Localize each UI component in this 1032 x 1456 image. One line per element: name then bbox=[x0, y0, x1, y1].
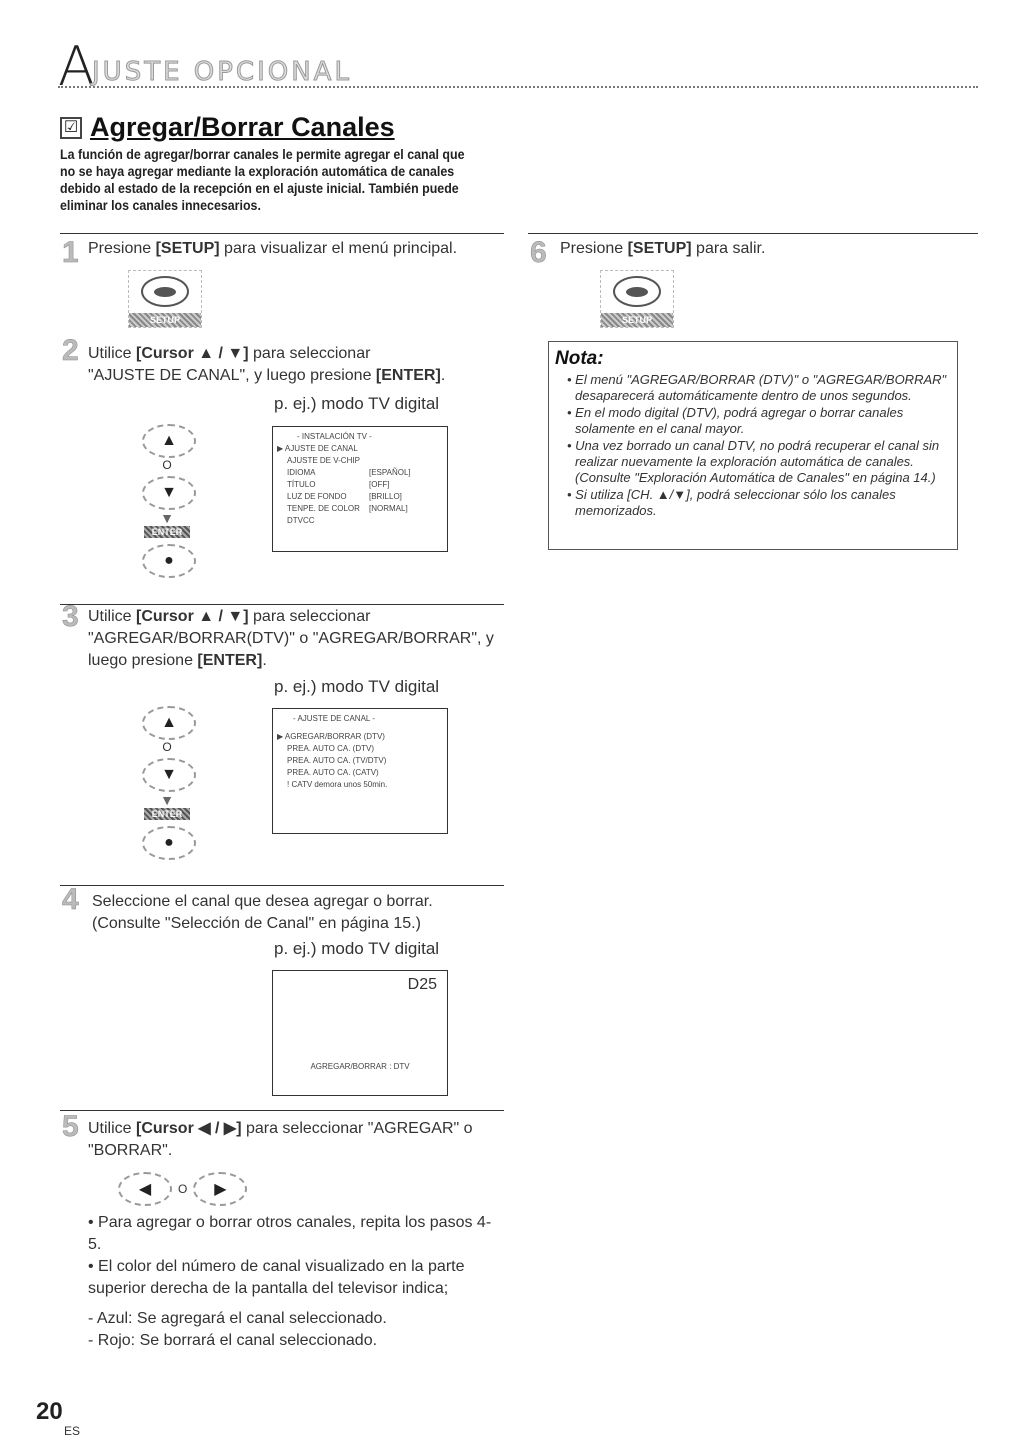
step4-example: p. ej.) modo TV digital bbox=[274, 939, 440, 958]
enter-button-icon: ● bbox=[142, 544, 196, 578]
language-label: ES bbox=[64, 1424, 81, 1438]
step5-text bbox=[88, 1118, 498, 1162]
step3-l1-key: [Cursor ▲ / ▼] bbox=[136, 608, 249, 625]
menu-row: ▶ AGREGAR/BORRAR (DTV) bbox=[277, 732, 385, 741]
step4-number: 4 bbox=[62, 883, 79, 916]
step5-number: 5 bbox=[62, 1110, 79, 1143]
step2-number: 2 bbox=[62, 334, 79, 367]
step6-post: para salir. bbox=[691, 240, 766, 257]
step5-azul: - Azul: Se agregará el canal seleccionado. bbox=[88, 1310, 387, 1327]
menu-row bbox=[273, 479, 447, 491]
channel-number: D25 bbox=[407, 976, 437, 993]
step5-or: O bbox=[178, 1182, 188, 1196]
menu-value: [OFF] bbox=[369, 480, 390, 489]
step2-or: O bbox=[162, 458, 172, 472]
step5-rojo: - Rojo: Se borrará el canal seleccionado. bbox=[88, 1332, 378, 1349]
menu-value: [BRILLO] bbox=[369, 492, 402, 501]
note-item: • En el modo digital (DTV), podrá agregar o borrar canales solamente en el canal mayor. bbox=[567, 405, 904, 436]
menu-label: DTVCC bbox=[287, 516, 315, 525]
step2-l2-post: . bbox=[440, 367, 446, 384]
menu-label: - INSTALACIÓN TV - bbox=[297, 432, 372, 441]
header-title: JUSTE OPCIONAL bbox=[92, 57, 352, 87]
setup-button-step6 bbox=[600, 270, 674, 328]
step3-example: p. ej.) modo TV digital bbox=[274, 677, 440, 696]
menu-label: IDIOMA bbox=[287, 468, 316, 477]
menu-row bbox=[273, 491, 447, 503]
step5-bullet1: • Para agregar o borrar otros canales, repita los pasos 4-5. bbox=[88, 1214, 492, 1253]
enter-label: ENTER bbox=[144, 808, 190, 820]
step1-divider bbox=[60, 233, 504, 234]
step6-number: 6 bbox=[530, 236, 547, 269]
step4-text bbox=[92, 891, 502, 935]
note-item: • Si utiliza [CH. ▲/▼], podrá seleccionar sólo los canales memorizados. bbox=[567, 487, 896, 518]
step2-l1-post: para seleccionar bbox=[248, 345, 371, 362]
step1-key: [SETUP] bbox=[155, 240, 220, 257]
step2-l2-key: [ENTER] bbox=[375, 367, 441, 384]
step4-divider bbox=[60, 885, 504, 886]
menu-row bbox=[273, 431, 447, 443]
step5-l1-post: para seleccionar "AGREGAR" o bbox=[241, 1120, 473, 1137]
menu-row: PREA. AUTO CA. (TV/DTV) bbox=[287, 756, 387, 765]
menu-value: [ESPAÑOL] bbox=[369, 468, 411, 477]
step5-l2: "BORRAR". bbox=[88, 1142, 173, 1159]
menu-label: TÍTULO bbox=[287, 480, 316, 489]
setup-oval-icon bbox=[141, 276, 189, 307]
menu-row bbox=[273, 515, 447, 527]
menu-value: [NORMAL] bbox=[369, 504, 408, 513]
menu-row: PREA. AUTO CA. (DTV) bbox=[287, 744, 374, 753]
setup-label: SETUP bbox=[601, 313, 673, 327]
step4-l1: Seleccione el canal que desea agregar o borrar. bbox=[92, 893, 433, 910]
step2-l2-pre: "AJUSTE DE CANAL", y luego presione bbox=[88, 367, 376, 384]
step3-divider bbox=[60, 604, 504, 605]
step1-text bbox=[88, 238, 457, 260]
step3-l3-post: . bbox=[262, 652, 267, 669]
step5-l1-key: [Cursor ◀ / ▶] bbox=[136, 1120, 242, 1137]
step4-screen bbox=[272, 970, 448, 1096]
enter-button-icon: ● bbox=[142, 826, 196, 860]
step2-remote bbox=[142, 424, 202, 578]
step3-or: O bbox=[162, 740, 172, 754]
step4-l2: (Consulte "Selección de Canal" en página 15.) bbox=[92, 915, 421, 932]
cursor-up-icon: ▲ bbox=[142, 706, 196, 740]
section-heading bbox=[60, 112, 395, 143]
menu-row bbox=[273, 503, 447, 515]
step3-remote bbox=[142, 706, 202, 860]
step5-l1-pre: Utilice bbox=[88, 1120, 137, 1137]
cursor-down-icon: ▼ bbox=[142, 476, 196, 510]
step6-pre: Presione bbox=[560, 240, 628, 257]
note-item: • El menú "AGREGAR/BORRAR (DTV)" o "AGREGAR/BORRAR" desaparecerá automáticamente dentro de unos segundos. bbox=[567, 372, 947, 403]
cursor-up-icon: ▲ bbox=[142, 424, 196, 458]
note-title: Nota: bbox=[555, 348, 604, 369]
step3-screen bbox=[272, 708, 448, 834]
arrow-down-icon: ▼ bbox=[160, 510, 174, 526]
step2-screen bbox=[272, 426, 448, 552]
step2-l1-pre: Utilice bbox=[88, 345, 137, 362]
step3-text bbox=[88, 606, 498, 672]
setup-label: SETUP bbox=[129, 313, 201, 327]
step5-remote bbox=[118, 1172, 247, 1206]
step3-l1-post: para seleccionar bbox=[248, 608, 371, 625]
menu-label: TENPE. DE COLOR bbox=[287, 504, 360, 513]
step3-number: 3 bbox=[62, 600, 79, 633]
step2-l1-key: [Cursor ▲ / ▼] bbox=[136, 345, 249, 362]
step1-post: para visualizar el menú principal. bbox=[219, 240, 458, 257]
step6-text bbox=[560, 238, 765, 260]
menu-row bbox=[273, 467, 447, 479]
step1-number: 1 bbox=[62, 236, 79, 269]
step3-l1-pre: Utilice bbox=[88, 608, 137, 625]
note-item: • Una vez borrado un canal DTV, no podrá recuperar el canal sin realizar nuevamente la exploración automática de canales. (Consulte "Exploración Automática de Canales" en página 14.) bbox=[567, 438, 940, 485]
cursor-down-icon: ▼ bbox=[142, 758, 196, 792]
setup-oval-icon bbox=[613, 276, 661, 307]
step6-key: [SETUP] bbox=[627, 240, 692, 257]
menu-label: ▶ AJUSTE DE CANAL bbox=[277, 444, 358, 453]
note-list bbox=[549, 372, 957, 519]
menu-label: AJUSTE DE V-CHIP bbox=[287, 456, 360, 465]
note-box bbox=[548, 341, 958, 550]
step5-divider bbox=[60, 1110, 504, 1111]
menu-row bbox=[273, 443, 447, 455]
step2-text bbox=[88, 343, 488, 387]
cursor-right-icon: ▶ bbox=[193, 1172, 247, 1206]
page-title: Agregar/Borrar Canales bbox=[90, 112, 395, 142]
checkbox-icon: ☑ bbox=[60, 117, 82, 139]
cursor-left-icon: ◀ bbox=[118, 1172, 172, 1206]
menu-label: LUZ DE FONDO bbox=[287, 492, 347, 501]
intro-paragraph: La función de agregar/borrar canales le permite agregar el canal que no se haya agregar mediante la exploración automática de canales debido al estado de la recepción en el ajuste inicial. También puede eliminar los canales innecesarios. bbox=[60, 147, 465, 213]
step5-bullet2: • El color del número de canal visualizado en la parte superior derecha de la pantalla del televisor indica; bbox=[88, 1258, 465, 1297]
setup-button-step1 bbox=[128, 270, 202, 328]
step5-bullets bbox=[88, 1212, 498, 1352]
menu-row: PREA. AUTO CA. (CATV) bbox=[287, 768, 379, 777]
menu-row bbox=[273, 455, 447, 467]
menu-row: - AJUSTE DE CANAL - bbox=[293, 714, 375, 723]
arrow-down-icon: ▼ bbox=[160, 792, 174, 808]
menu-row: ! CATV demora unos 50min. bbox=[287, 780, 388, 789]
step3-l3-key: [ENTER] bbox=[197, 652, 263, 669]
status-text: AGREGAR/BORRAR : DTV bbox=[310, 1062, 410, 1071]
step2-example: p. ej.) modo TV digital bbox=[274, 394, 440, 413]
step3-l3-pre: luego presione bbox=[88, 652, 198, 669]
step6-divider bbox=[528, 233, 978, 234]
page-number: 20 bbox=[36, 1398, 63, 1425]
step3-l2: "AGREGAR/BORRAR(DTV)" o "AGREGAR/BORRAR", y bbox=[88, 630, 494, 647]
header-letter: A bbox=[58, 35, 95, 98]
step1-pre: Presione bbox=[88, 240, 156, 257]
header-divider bbox=[58, 86, 978, 88]
enter-label: ENTER bbox=[144, 526, 190, 538]
